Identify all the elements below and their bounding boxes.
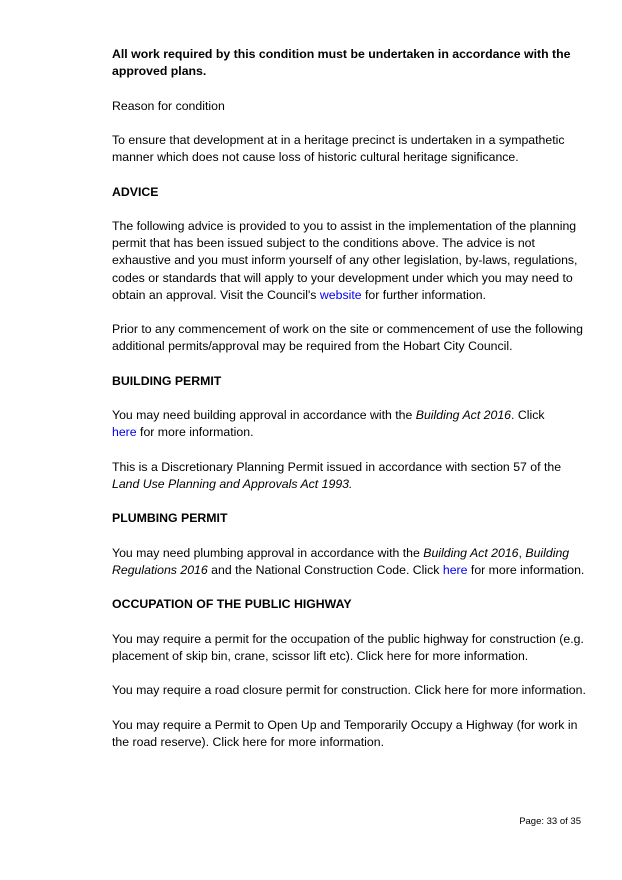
- advice-paragraph-2: Prior to any commencement of work on the site or commencement of use the following additional permits/approval may be required from the Hobart City Council.: [112, 322, 583, 354]
- discretionary-text-pre: This is a Discretionary Planning Permit issued in accordance with section 57 of the: [112, 459, 562, 474]
- page-number: Page: 33 of 35: [519, 816, 581, 827]
- occupation-paragraph-1: You may require a permit for the occupation of the public highway for construction (e.g. placement of skip bin, crane, scissor lift etc). Click here for more information.: [112, 631, 584, 663]
- reason-text: To ensure that development at in a heritage precinct is undertaken in a sympathetic manner which does not cause loss of historic cultural heritage significance.: [112, 132, 565, 165]
- plumbing-permit-here-link[interactable]: here: [442, 562, 468, 577]
- document-body: [112, 46, 587, 751]
- building-act-name: Building Act 2016: [415, 408, 512, 423]
- plumbing-permit-heading: PLUMBING PERMIT: [112, 511, 228, 526]
- building-permit-text: [112, 407, 587, 441]
- plumbing-text-mid: and the National Construction Code. Click: [207, 562, 443, 577]
- occupation-paragraph-2: You may require a road closure permit for construction. Click here for more information.: [112, 683, 586, 698]
- advice-text-pre: The following advice is provided to you to assist in the implementation of the planning permit that has been issued subject to the conditions above. The advice is not exhaustive and you must inform yourself of any other legislation, by-laws, regulations, codes or standards that will apply to your development under which you may need to obtain an approval. Visit the Council's: [112, 218, 578, 302]
- plumbing-text-pre: You may need plumbing approval in accordance with the: [112, 545, 424, 560]
- plumbing-regulations-name: Building Regulations 2016: [112, 545, 570, 577]
- reason-label: Reason for condition: [112, 98, 225, 113]
- building-text-mid: . Click: [511, 408, 545, 423]
- website-link[interactable]: website: [319, 287, 362, 302]
- plumbing-act-name: Building Act 2016: [423, 545, 519, 560]
- advice-paragraph-1: [112, 218, 587, 304]
- plumbing-text-sep: ,: [518, 545, 526, 560]
- discretionary-permit-text: [112, 459, 587, 493]
- condition-statement: All work required by this condition must be undertaken in accordance with the approved plans.: [112, 47, 571, 79]
- advice-text-post: for further information.: [361, 287, 486, 302]
- plumbing-text-post: for more information.: [467, 562, 585, 577]
- building-permit-heading: BUILDING PERMIT: [112, 373, 222, 388]
- occupation-paragraph-3: You may require a Permit to Open Up and Temporarily Occupy a Highway (for work in the road reserve). Click here for more information.: [112, 717, 578, 749]
- discretionary-act-name: Land Use Planning and Approvals Act 1993.: [112, 476, 353, 491]
- advice-heading: ADVICE: [112, 184, 159, 199]
- building-text-post: for more information.: [136, 425, 254, 440]
- occupation-heading: OCCUPATION OF THE PUBLIC HIGHWAY: [112, 597, 352, 612]
- building-permit-here-link[interactable]: here: [112, 425, 137, 440]
- building-text-pre: You may need building approval in accordance with the: [112, 408, 416, 423]
- plumbing-permit-text: [112, 545, 587, 579]
